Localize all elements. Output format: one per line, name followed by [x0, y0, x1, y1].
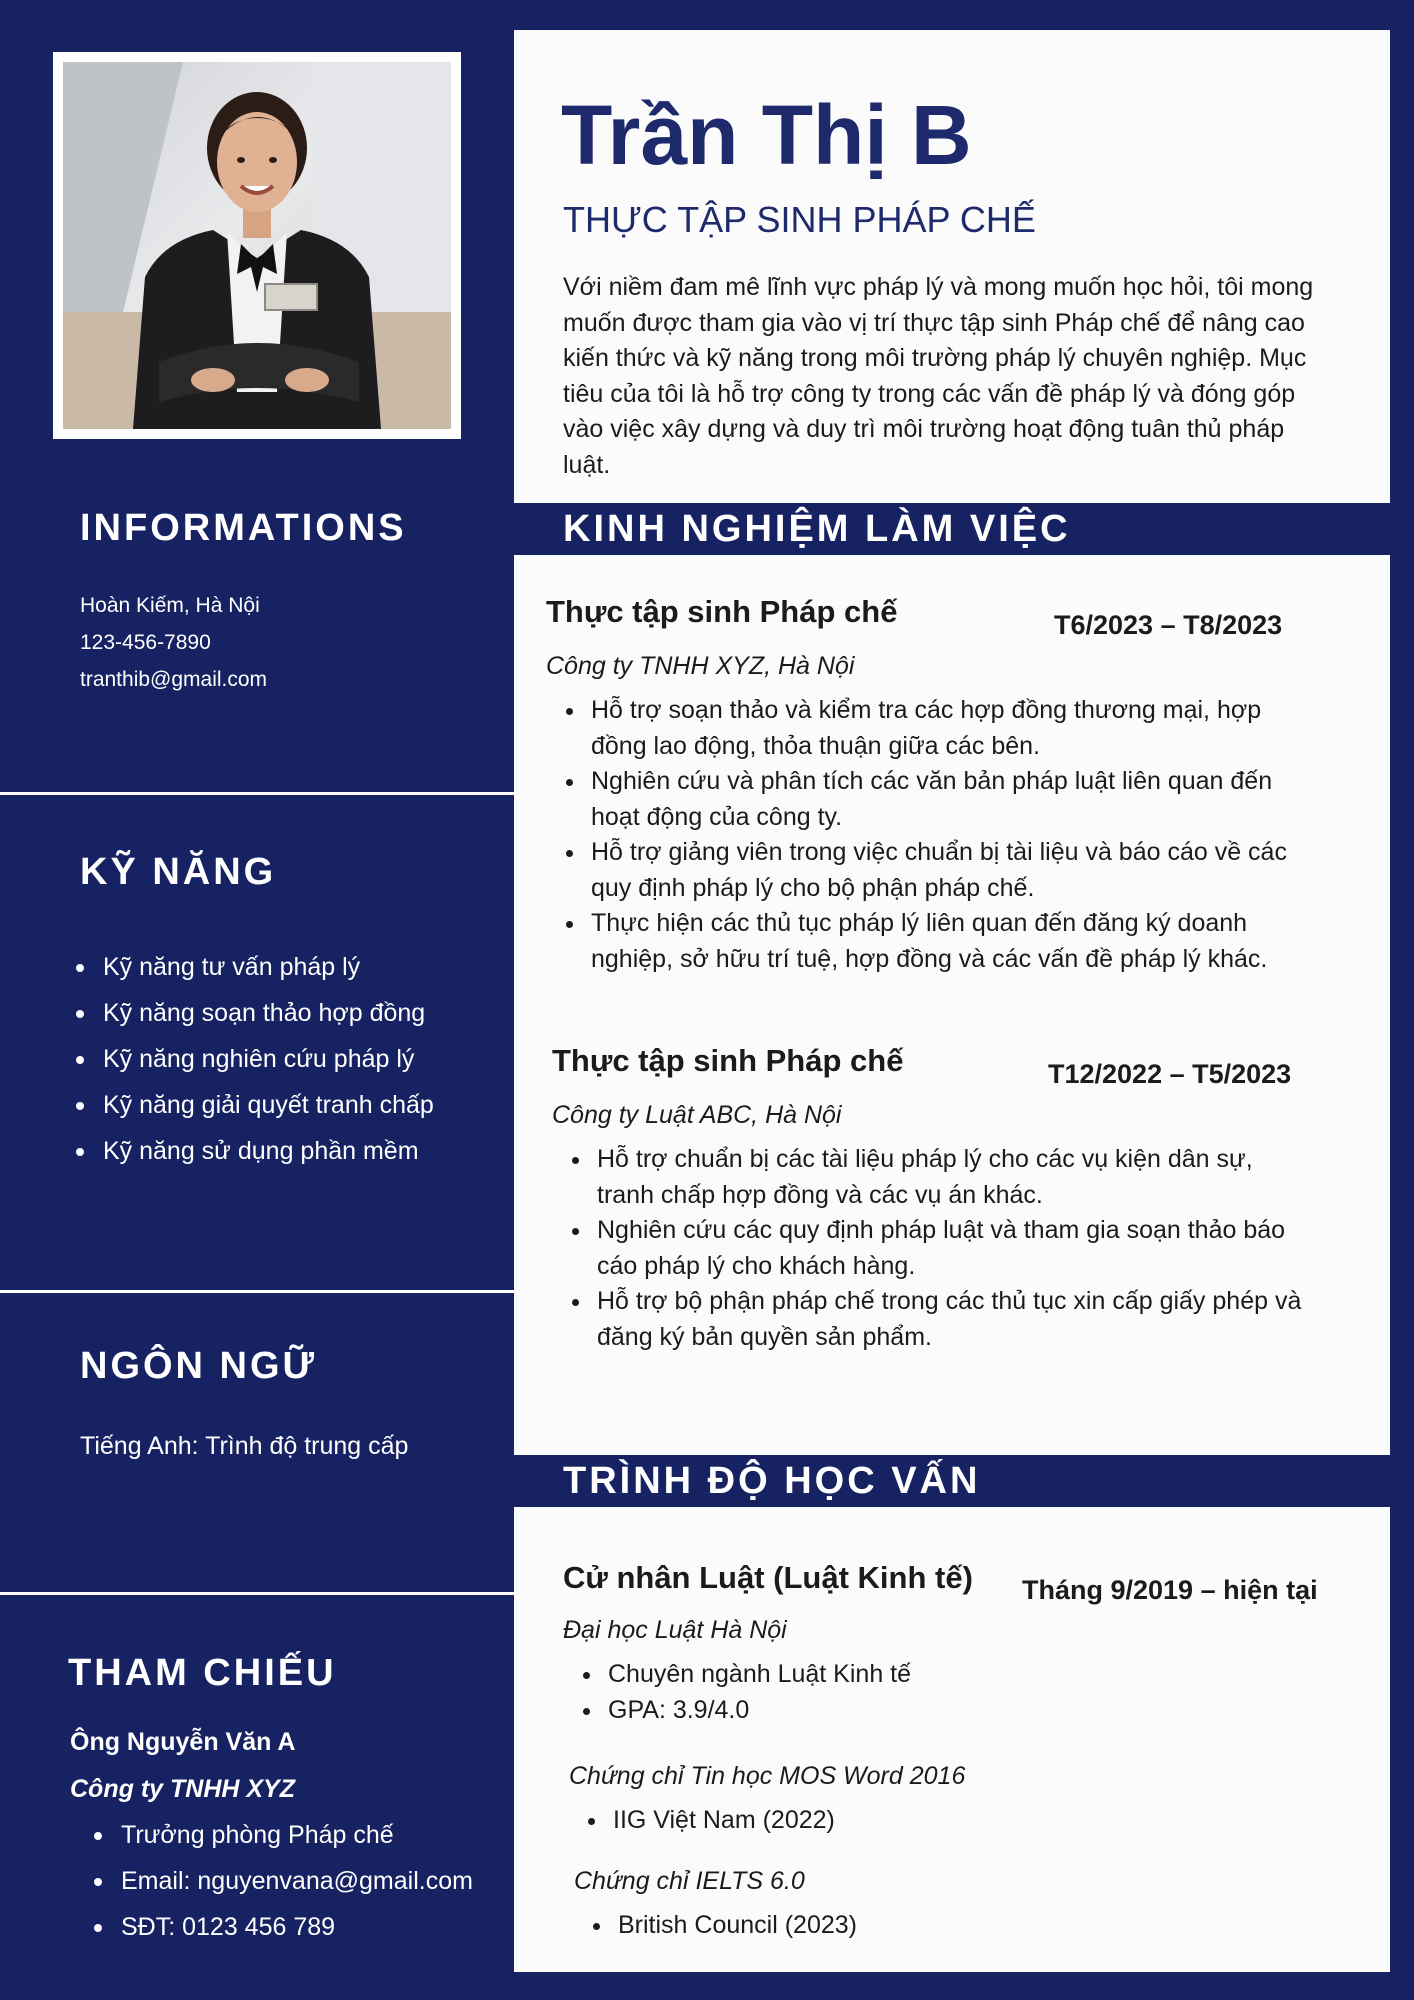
language-text: Tiếng Anh: Trình độ trung cấp: [80, 1432, 409, 1460]
profile-photo: [63, 62, 451, 429]
reference-details-list: [88, 1821, 473, 1959]
job-duty-item: Thực hiện các thủ tục pháp lý liên quan đến đăng ký doanh nghiệp, sở hữu trí tuệ, hợp đồng và các vấn đề pháp lý khác.: [566, 906, 1296, 977]
job-duty-item: Hỗ trợ giảng viên trong việc chuẩn bị tài liệu và báo cáo về các quy định pháp lý cho bộ phận pháp chế.: [566, 835, 1296, 906]
skill-item: Kỹ năng tư vấn pháp lý: [70, 953, 434, 982]
section-divider: [0, 1592, 514, 1595]
references-heading: THAM CHIẾU: [68, 1652, 337, 1694]
job-title: Thực tập sinh Pháp chế: [546, 594, 898, 629]
languages-heading: NGÔN NGỮ: [80, 1345, 318, 1387]
job-duty-item: Hỗ trợ bộ phận pháp chế trong các thủ tục xin cấp giấy phép và đăng ký bản quyền sản phẩm.: [572, 1284, 1312, 1355]
reference-person: Ông Nguyễn Văn A: [70, 1728, 296, 1756]
certificate-name: Chứng chỉ IELTS 6.0: [574, 1867, 805, 1895]
job-duty-item: Nghiên cứu các quy định pháp luật và tham gia soạn thảo báo cáo pháp lý cho khách hàng.: [572, 1213, 1312, 1284]
career-objective: Với niềm đam mê lĩnh vực pháp lý và mong muốn học hỏi, tôi mong muốn được tham gia vào vị trí thực tập sinh Pháp chế để nâng cao kiến thức và kỹ năng trong môi trường pháp lý chuyên nghiệp. Mục tiêu của tôi là hỗ trợ công ty trong các vấn đề pháp lý và đóng góp vào việc xây dựng và duy trì môi trường hoạt động tuân thủ pháp luật.: [563, 273, 1314, 479]
job-role: THỰC TẬP SINH PHÁP CHẾ: [563, 199, 1036, 240]
phone-text: 123-456-7890: [80, 631, 211, 654]
address-text: Hoàn Kiếm, Hà Nội: [80, 594, 260, 617]
job-duty-item: Hỗ trợ soạn thảo và kiểm tra các hợp đồng thương mại, hợp đồng lao động, thỏa thuận giữa các bên.: [566, 693, 1296, 764]
experience-heading: KINH NGHIỆM LÀM VIỆC: [563, 508, 1071, 550]
job-company: Công ty Luật ABC, Hà Nội: [552, 1101, 842, 1129]
person-photo-illustration: [63, 62, 451, 429]
degree-date: Tháng 9/2019 – hiện tại: [1022, 1575, 1318, 1605]
education-heading: TRÌNH ĐỘ HỌC VẤN: [563, 1460, 981, 1502]
job-date: T6/2023 – T8/2023: [1054, 610, 1283, 640]
job-duty-item: Nghiên cứu và phân tích các văn bản pháp luật liên quan đến hoạt động của công ty.: [566, 764, 1296, 835]
job-duties-list: [566, 693, 1296, 977]
reference-company: Công ty TNHH XYZ: [70, 1775, 295, 1803]
certificate-detail-item: British Council (2023): [593, 1908, 857, 1944]
degree-detail-item: GPA: 3.9/4.0: [583, 1693, 911, 1729]
informations-heading: INFORMATIONS: [80, 507, 407, 549]
skill-item: Kỹ năng giải quyết tranh chấp: [70, 1091, 434, 1120]
job-date: T12/2022 – T5/2023: [1048, 1059, 1292, 1089]
skills-list: [70, 953, 434, 1183]
degree-detail-item: Chuyên ngành Luật Kinh tế: [583, 1657, 911, 1693]
skill-item: Kỹ năng soạn thảo hợp đồng: [70, 999, 434, 1028]
section-divider: [0, 792, 514, 795]
email-text: tranthib@gmail.com: [80, 668, 268, 691]
job-company: Công ty TNHH XYZ, Hà Nội: [546, 652, 855, 680]
section-divider: [0, 1290, 514, 1293]
certificate-details-list: [593, 1908, 857, 1944]
certificate-detail-item: IIG Việt Nam (2022): [588, 1803, 835, 1839]
skill-item: Kỹ năng nghiên cứu pháp lý: [70, 1045, 434, 1074]
job-title: Thực tập sinh Pháp chế: [552, 1043, 904, 1078]
profile-photo-frame: [53, 52, 461, 439]
certificate-name: Chứng chỉ Tin học MOS Word 2016: [569, 1762, 966, 1790]
reference-item: Email: nguyenvana@gmail.com: [88, 1867, 473, 1896]
skills-heading: KỸ NĂNG: [80, 851, 277, 893]
job-duty-item: Hỗ trợ chuẩn bị các tài liệu pháp lý cho các vụ kiện dân sự, tranh chấp hợp đồng và các vụ án khác.: [572, 1142, 1312, 1213]
certificate-details-list: [588, 1803, 835, 1839]
school-name: Đại học Luật Hà Nội: [563, 1616, 787, 1644]
skill-item: Kỹ năng sử dụng phần mềm: [70, 1137, 434, 1166]
degree-details-list: [583, 1657, 911, 1728]
reference-item: Trưởng phòng Pháp chế: [88, 1821, 473, 1850]
candidate-name: Trần Thị B: [561, 88, 972, 182]
job-duties-list: [572, 1142, 1312, 1355]
reference-item: SĐT: 0123 456 789: [88, 1913, 473, 1942]
degree-title: Cử nhân Luật (Luật Kinh tế): [563, 1560, 973, 1595]
